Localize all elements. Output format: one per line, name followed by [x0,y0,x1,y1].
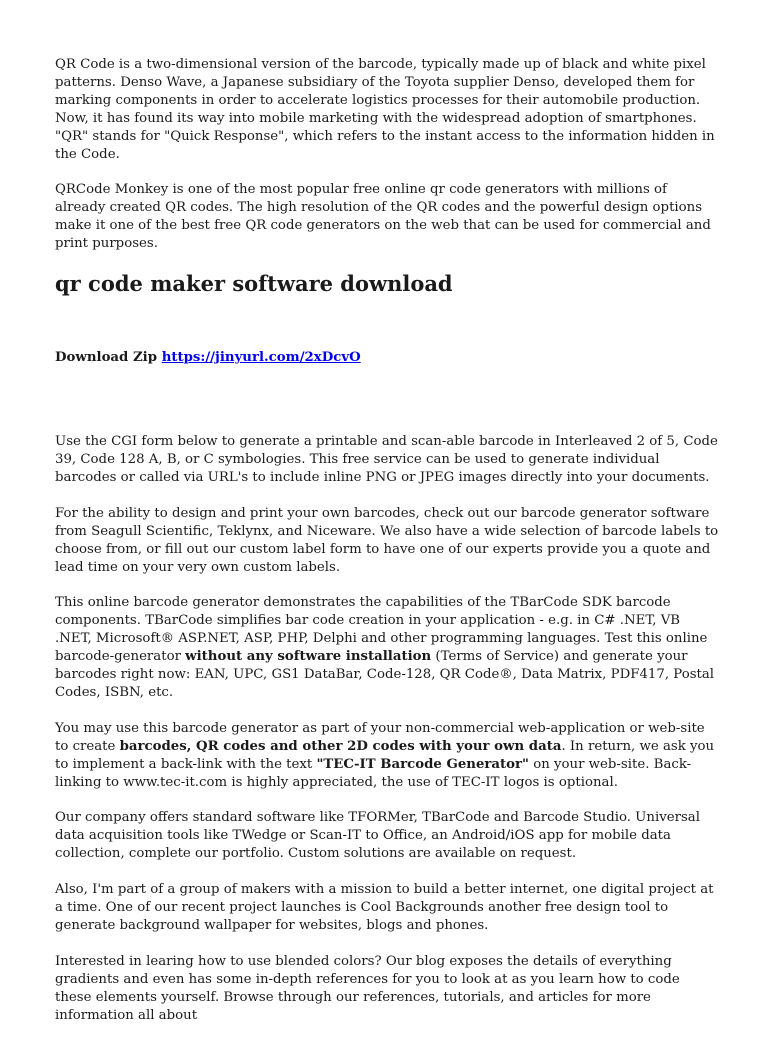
page-heading: qr code maker software download [55,271,453,297]
paragraph-makers: Also, I'm part of a group of makers with a mission to build a better internet, one digital project at a time. One of our recent project launches is Cool Backgrounds another free design tool to generate background wallpaper for websites, blogs and phones. [55,882,714,933]
bold-own-data: barcodes, QR codes and other 2D codes with your own data [119,738,562,754]
paragraph-company-software: Our company offers standard software like TFORMer, TBarCode and Barcode Studio. Universal data acquisition tools like TWedge or Scan-IT to Office, an Android/iOS app for mobile data collection, complete our portfolio. Custom solutions are available on request. [55,810,700,862]
paragraph-gradients: Interested in learing how to use blended colors? Our blog exposes the details of everything gradients and even has some in-depth references for you to look at as you learn how to code these elements yourself. Browse through our references, tutorials, and articles for more information all about [55,953,680,1023]
intro-paragraph-2: QRCode Monkey is one of the most popular free online qr code generators with millions of already created QR codes. The high resolution of the QR codes and the powerful design options make it one of the best free QR code generators on the web that can be used for commercial and print purposes. [55,182,711,252]
paragraph-tbarcode: This online barcode generator demonstrates the capabilities of the TBarCode SDK barcode components. TBarCode simplifies bar code creation in your application - e.g. in C# .NET, VB .NET, Microsoft® ASP.NET, ASP, PHP, Delphi and other programming languages. Test this online barcode-generator without any software installation (Terms of Service) and generate your barcodes right now: EAN, UPC, GS1 DataBar, Code-128, QR Code®, Data Matrix, PDF417, Postal Codes, ISBN, etc. [55,595,715,700]
document-page [55,56,720,1043]
paragraph-usage-terms: You may use this barcode generator as part of your non-commercial web-application or web-site to create barcodes, QR codes and other 2D codes with your own data. In return, we ask you to implement a back-link with the text "TEC-IT Barcode Generator" on your web-site. Back-linking to www.tec-it.com is highly appreciated, the use of TEC-IT logos is optional. [55,720,715,790]
bold-no-install: without any software installation [185,649,432,665]
download-label: Download Zip [55,350,158,366]
bold-backlink-text: "TEC-IT Barcode Generator" [316,756,529,772]
paragraph-design-print: For the ability to design and print your own barcodes, check out our barcode generator software from Seagull Scientific, Teklynx, and Niceware. We also have a wide selection of barcode labels to choose from, or fill out our custom label form to have one of our experts provide you a quote and lead time on your very own custom labels. [55,505,719,575]
download-link[interactable]: https://jinyurl.com/2xDcvO [161,350,361,366]
download-line [55,349,720,367]
intro-paragraph-1: QR Code is a two-dimensional version of the barcode, typically made up of black and white pixel patterns. Denso Wave, a Japanese subsidiary of the Toyota supplier Denso, developed them for marking components in order to accelerate logistics processes for their automobile production. Now, it has found its way into mobile marketing with the widespread adoption of smartphones. "QR" stands for "Quick Response", which refers to the instant access to the information hidden in the Code. [55,57,715,162]
paragraph-cgi-form: Use the CGI form below to generate a printable and scan-able barcode in Interleaved 2 of 5, Code 39, Code 128 A, B, or C symbologies. This free service can be used to generate individual barcodes or called via URL's to include inline PNG or JPEG images directly into your documents. [55,434,718,485]
